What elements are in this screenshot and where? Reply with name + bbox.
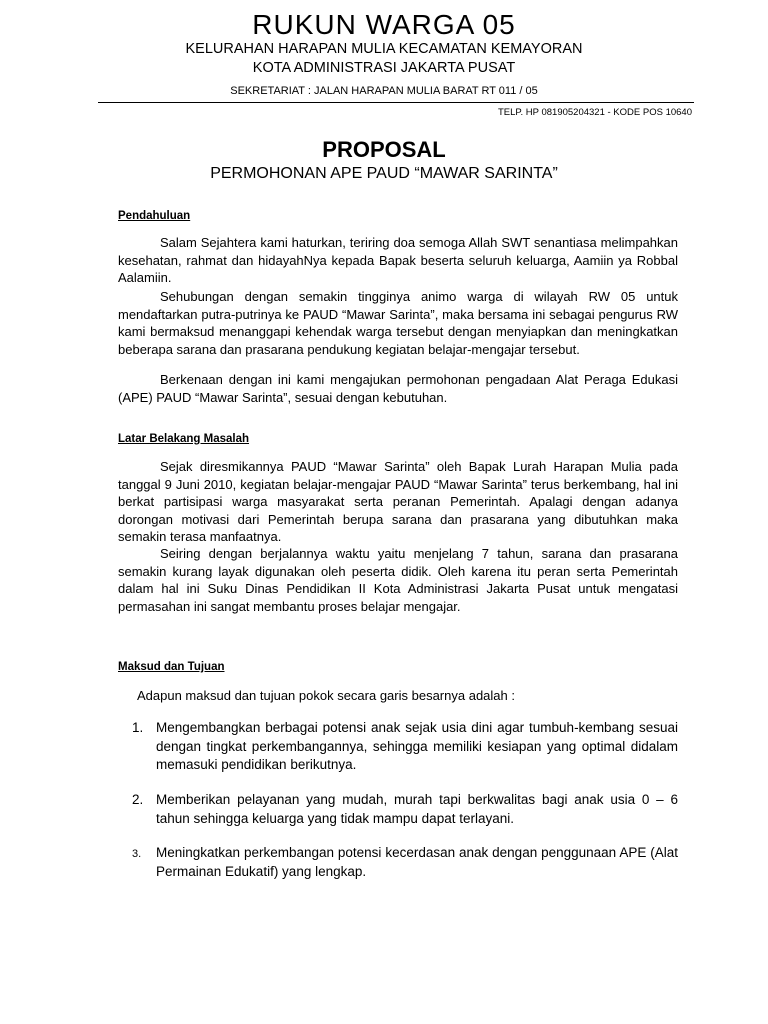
document-title: PROPOSAL (322, 137, 446, 162)
list-item (132, 791, 678, 828)
list-item (132, 719, 678, 775)
list-item-number: 3. (132, 848, 142, 860)
letterhead-divider (98, 102, 694, 103)
section-heading-maksud-tujuan: Maksud dan Tujuan (118, 661, 225, 673)
letterhead-line-district: KELURAHAN HARAPAN MULIA KECAMATAN KEMAYORAN (185, 41, 583, 57)
letterhead-line-address: SEKRETARIAT : JALAN HARAPAN MULIA BARAT RT 011 / 05 (230, 85, 538, 97)
list-item-number: 2. (132, 792, 144, 807)
organization-title: RUKUN WARGA 05 (252, 9, 516, 40)
pendahuluan-paragraph-3: Berkenaan dengan ini kami mengajukan permohonan pengadaan Alat Peraga Edukasi (APE) PAUD “Mawar Sarinta”, sesuai dengan kebutuhan. (118, 372, 678, 405)
section-heading-latar-belakang: Latar Belakang Masalah (118, 433, 250, 445)
maksud-intro-text: Adapun maksud dan tujuan pokok secara garis besarnya adalah : (137, 688, 515, 703)
pendahuluan-paragraph-1: Salam Sejahtera kami haturkan, teriring doa semoga Allah SWT senantiasa melimpahkan kesehatan, rahmat dan hidayahNya kepada Bapak beserta seluruh keluarga, Aamiin ya Robbal Aalamiin. (118, 235, 678, 285)
pendahuluan-paragraph-2: Sehubungan dengan semakin tingginya animo warga di wilayah RW 05 untuk mendaftarkan putra-putrinya ke PAUD “Mawar Sarinta”, maka bersama ini sebagai pengurus RW kami bermaksud menanggapi kehendak warga tersebut dengan menyiapkan dan meningkatkan beberapa sarana dan prasarana pendukung kegiatan belajar-mengajar tersebut. (118, 289, 678, 357)
latar-paragraph-2: Seiring dengan berjalannya waktu yaitu menjelang 7 tahun, sarana dan prasarana semakin kurang layak digunakan oleh peserta didik. Oleh karena itu peran serta Pemerintah dalam hal ini Suku Dinas Pendidikan II Kota Administrasi Jakarta Pusat untuk mengatasi permasahan ini sangat membantu proses belajar mengajar. (118, 546, 678, 614)
document-subtitle: PERMOHONAN APE PAUD “MAWAR SARINTA” (210, 165, 558, 182)
list-item-text: Mengembangkan berbagai potensi anak sejak usia dini agar tumbuh-kembang sesuai dengan tingkat perkembangannya, sehingga memiliki kesiapan yang optimal didalam memasuki pendidikan berikutnya. (156, 720, 678, 772)
list-item-text: Meningkatkan perkembangan potensi kecerdasan anak dengan penggunaan APE (Alat Permainan Edukatif) yang lengkap. (156, 845, 678, 879)
list-item-text: Memberikan pelayanan yang mudah, murah tapi berkwalitas bagi anak usia 0 – 6 tahun sehingga keluarga yang tidak mampu dapat terlayani. (156, 792, 678, 826)
list-item-number: 1. (132, 720, 144, 735)
section-heading-pendahuluan: Pendahuluan (118, 210, 191, 222)
letterhead-contact: TELP. HP 081905204321 - KODE POS 10640 (497, 107, 692, 118)
letterhead-line-city: KOTA ADMINISTRASI JAKARTA PUSAT (252, 60, 516, 76)
list-item (132, 844, 678, 881)
latar-paragraph-1: Sejak diresmikannya PAUD “Mawar Sarinta” oleh Bapak Lurah Harapan Mulia pada tanggal 9 Juni 2010, kegiatan belajar-mengajar PAUD “Mawar Sarinta” terus berkembang, hal ini berkat partisipasi warga masyarakat serta peranan Pemerintah. Apalagi dengan adanya dorongan motivasi dari Pemerintah berupa sarana dan prasarana yang dibutuhkan maka semakin terasa manfaatnya. (118, 459, 678, 544)
